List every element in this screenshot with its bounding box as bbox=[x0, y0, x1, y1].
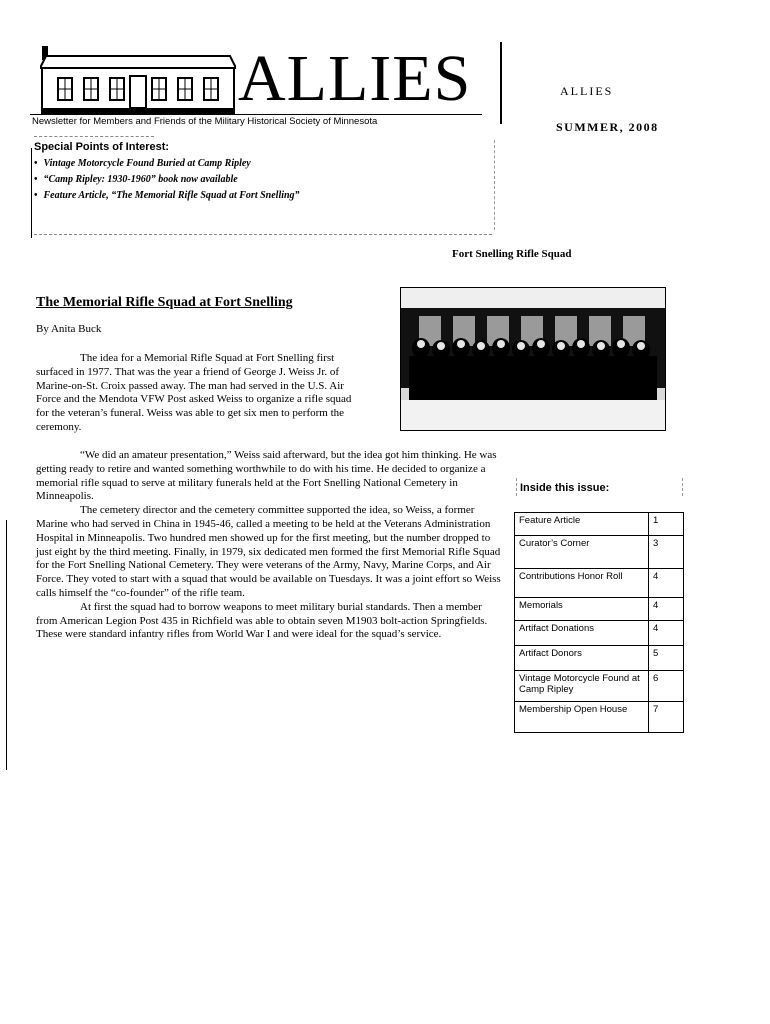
points-right-rule bbox=[494, 140, 495, 230]
toc-row bbox=[515, 536, 684, 569]
article-paragraph: At first the squad had to borrow weapons to meet military burial standards. Then a member from American Legion Post 435 in Richfield was able to obtain seven M1903 bolt-action Springfields. These were standard infantry rifles from World War I and were ideal for the squad’s service. bbox=[36, 600, 488, 641]
points-top-rule bbox=[34, 136, 154, 137]
toc-row bbox=[515, 621, 684, 646]
newsletter-subtitle: Newsletter for Members and Friends of the Military Historical Society of Minnesota bbox=[32, 116, 378, 127]
page-margin-line bbox=[6, 520, 7, 770]
article-paragraph: The idea for a Memorial Rifle Squad at Fort Snelling first surfaced in 1977. That was the year a friend of George J. Weiss Jr. of Marine-on-St. Croix passed away. The man had served in the U.S. Air Force and the Mendota VFW Post asked Weiss to organize a rifle squad for the veteran’s funeral. Weiss was able to get six men to perform the ceremony. bbox=[36, 352, 352, 433]
photo-caption: Fort Snelling Rifle Squad bbox=[452, 248, 572, 260]
toc-label: Vintage Motorcycle Found at Camp Ripley bbox=[515, 671, 649, 702]
header-right-title: ALLIES bbox=[560, 84, 614, 98]
toc-label: Feature Article bbox=[515, 513, 649, 536]
points-bottom-rule bbox=[34, 234, 492, 235]
article-body-lower bbox=[36, 449, 502, 642]
toc-label: Memorials bbox=[515, 598, 649, 621]
toc-label: Artifact Donations bbox=[515, 621, 649, 646]
article-paragraph: The cemetery director and the cemetery committee supported the idea, so Weiss, a former Marine who had served in China in 1945-46, called a meeting to be held at the Veterans Administration Hospital in Minneapolis. Two hundred men showed up for the first meeting, but the number dropped to just eight by the third meeting. Finally, in 1979, six dedicated men formed the first Memorial Rifle Squad for the Fort Snelling National Cemetery. They were veterans of the Army, Navy, Marine Corps, and Air Force. They voted to start with a squad that would be available on Tuesdays. It was a joint effort so Weiss calls himself the “co-founder” of the rifle team. bbox=[36, 504, 501, 599]
toc-row bbox=[515, 702, 684, 733]
article-byline: By Anita Buck bbox=[36, 323, 102, 335]
newsletter-title: ALLIES bbox=[238, 42, 472, 115]
special-points-box bbox=[34, 138, 494, 206]
bullet-icon: • bbox=[34, 174, 38, 185]
toc-page: 3 bbox=[649, 536, 684, 569]
special-point-item: • Vintage Motorcycle Found Buried at Camp Ripley bbox=[34, 158, 251, 169]
special-point-item: • “Camp Ripley: 1930-1960” book now available bbox=[34, 174, 238, 185]
toc-page: 6 bbox=[649, 671, 684, 702]
special-points-title: Special Points of Interest: bbox=[34, 141, 170, 153]
special-points-list bbox=[34, 158, 494, 201]
toc-row bbox=[515, 646, 684, 671]
inside-issue-title: Inside this issue: bbox=[520, 482, 610, 494]
bullet-icon: • bbox=[34, 158, 38, 169]
masthead-divider bbox=[500, 42, 502, 124]
inside-left-rule bbox=[516, 478, 517, 496]
toc-page: 7 bbox=[649, 702, 684, 733]
toc-row bbox=[515, 513, 684, 536]
toc-page: 4 bbox=[649, 569, 684, 598]
building-logo bbox=[40, 46, 236, 114]
toc-page: 1 bbox=[649, 513, 684, 536]
toc-row bbox=[515, 569, 684, 598]
article-title: The Memorial Rifle Squad at Fort Snelling bbox=[36, 295, 293, 310]
toc-label: Curator’s Corner bbox=[515, 536, 649, 569]
toc-page: 4 bbox=[649, 621, 684, 646]
toc-row bbox=[515, 598, 684, 621]
rifle-squad-photo bbox=[400, 287, 666, 431]
toc-label: Membership Open House bbox=[515, 702, 649, 733]
inside-issue-table bbox=[514, 512, 684, 733]
toc-page: 4 bbox=[649, 598, 684, 621]
toc-label: Artifact Donors bbox=[515, 646, 649, 671]
article-paragraph: “We did an amateur presentation,” Weiss said afterward, but the idea got him thinking. He was getting ready to retire and wanted something worthwhile to do with his time. He decided to organize a memorial rifle squad to serve at military funerals held at the Fort Snelling National Cemetery in Minneapolis. bbox=[36, 449, 497, 503]
article-body-upper bbox=[36, 352, 364, 435]
inside-right-rule bbox=[682, 478, 683, 496]
special-point-item: • Feature Article, “The Memorial Rifle Squad at Fort Snelling” bbox=[34, 190, 300, 201]
masthead-rule bbox=[30, 114, 482, 115]
toc-row bbox=[515, 671, 684, 702]
bullet-icon: • bbox=[34, 190, 38, 201]
toc-page: 5 bbox=[649, 646, 684, 671]
issue-date: SUMMER, 2008 bbox=[556, 120, 659, 134]
points-left-rule bbox=[31, 148, 32, 238]
toc-label: Contributions Honor Roll bbox=[515, 569, 649, 598]
